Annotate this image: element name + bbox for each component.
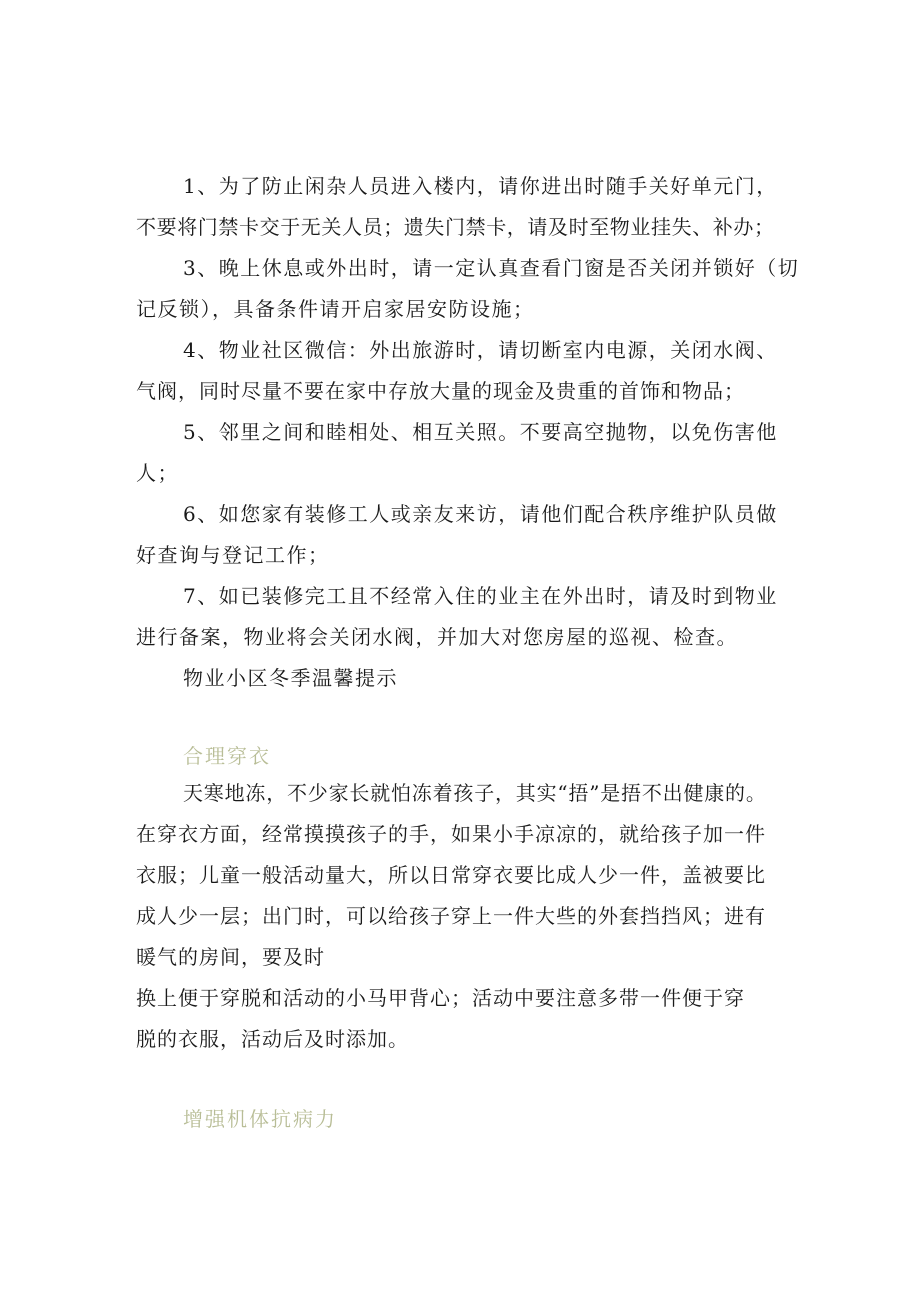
- paragraph-line: 6、如您家有装修工人或亲友来访，请他们配合秩序维护队员做: [183, 502, 778, 526]
- paragraph-line: 1、为了防止闲杂人员进入楼内，请你进出时随手关好单元门，: [183, 174, 778, 198]
- notice-title: 物业小区冬季温馨提示: [183, 666, 398, 690]
- paragraph-line: 气阀，同时尽量不要在家中存放大量的现金及贵重的首饰和物品；: [136, 379, 745, 403]
- paragraph-line: 衣服；儿童一般活动量大，所以日常穿衣要比成人少一件，盖被要比: [136, 863, 766, 887]
- section-heading-clothing: 合理穿衣: [183, 744, 271, 768]
- paragraph-line: 进行备案，物业将会关闭水阀，并加大对您房屋的巡视、检查。: [136, 625, 738, 649]
- paragraph-line: 3、晚上休息或外出时，请一定认真查看门窗是否关闭并锁好（切: [183, 256, 800, 280]
- paragraph-line: 在穿衣方面，经常摸摸孩子的手，如果小手凉凉的，就给孩子加一件: [136, 822, 766, 846]
- paragraph-line: 4、物业社区微信：外出旅游时，请切断室内电源，关闭水阀、: [183, 338, 778, 362]
- paragraph-line: 不要将门禁卡交于无关人员；遗失门禁卡，请及时至物业挂失、补办；: [136, 215, 775, 239]
- paragraph-line: 成人少一层；出门时，可以给孩子穿上一件大些的外套挡挡风；进有: [136, 904, 766, 928]
- paragraph-line: 记反锁），具备条件请开启家居安防设施；: [136, 297, 535, 321]
- paragraph-line: 换上便于穿脱和活动的小马甲背心；活动中要注意多带一件便于穿: [136, 986, 745, 1010]
- paragraph-line: 人；: [136, 461, 179, 485]
- paragraph-line: 天寒地冻，不少家长就怕冻着孩子，其实“捂”是捂不出健康的。: [183, 781, 767, 805]
- paragraph-line: 7、如已装修完工且不经常入住的业主在外出时，请及时到物业: [183, 584, 778, 608]
- paragraph-line: 好查询与登记工作；: [136, 543, 330, 567]
- section-heading-immunity: 增强机体抗病力: [183, 1107, 337, 1131]
- paragraph-line: 脱的衣服，活动后及时添加。: [136, 1027, 409, 1051]
- paragraph-line: 暖气的房间，要及时: [136, 945, 325, 969]
- paragraph-line: 5、邻里之间和睦相处、相互关照。不要高空抛物，以免伤害他: [183, 420, 778, 444]
